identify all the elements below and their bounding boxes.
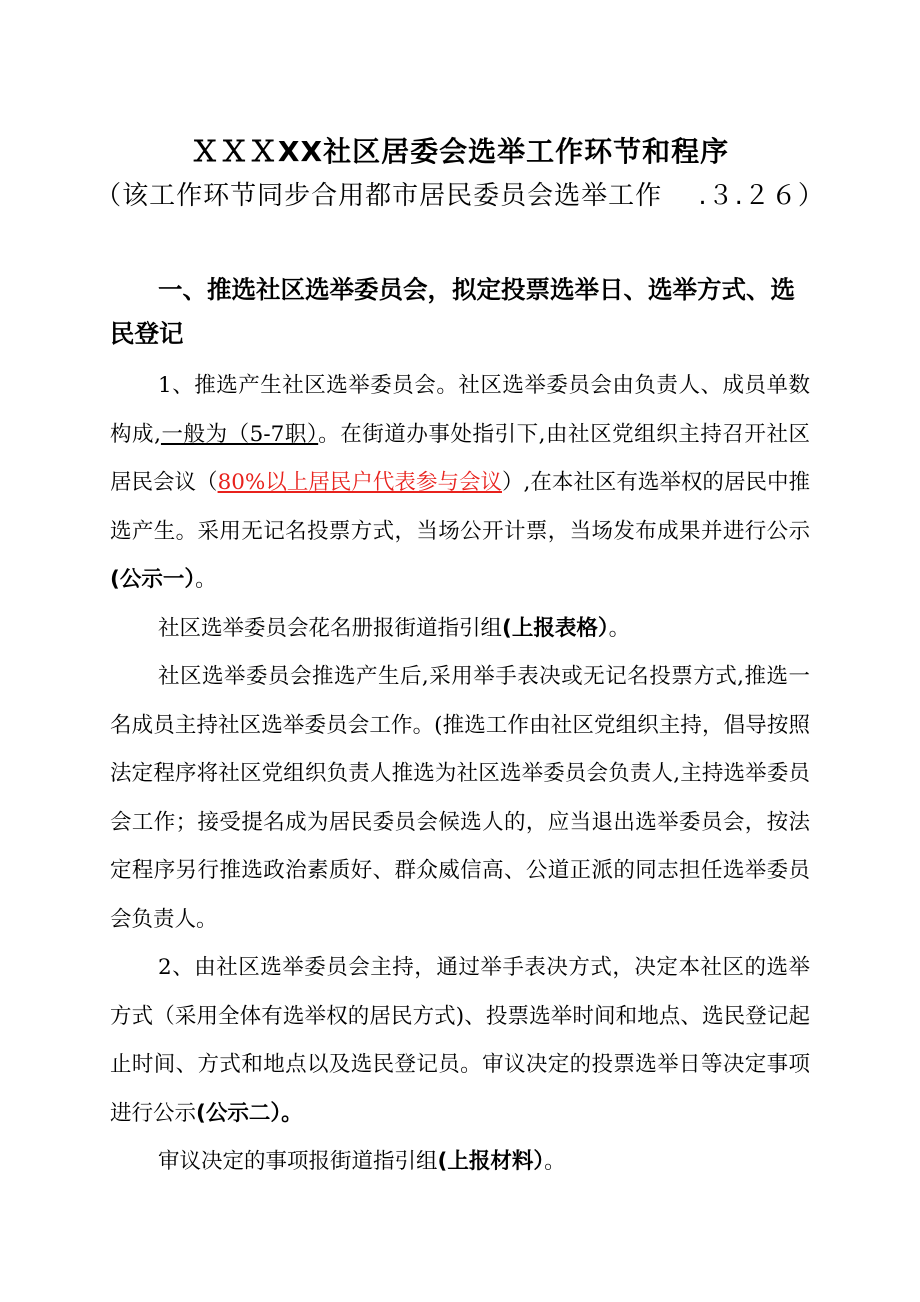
paragraph-2 (110, 605, 810, 654)
p5-bold-note: (上报材料） (437, 1149, 545, 1174)
p4-text-a: 2、由社区选举委员会主持，通过举手表决方式，决定本社区的选举方式（采用全体有选举权的居民方式)、投票选举时间和地点、选民登记起止时间、方式和地点以及选民登记员。审议决定的投票选举日等决定事项进行公示 (110, 955, 810, 1126)
p1-bold-notice: (公示一） (110, 567, 196, 592)
section-heading: 一、推选社区选举委员会，拟定投票选举日、选举方式、选民登记 (110, 275, 795, 348)
p4-bold-notice: (公示二）。 (196, 1100, 303, 1126)
p5-text-a: 审议决定的事项报街道指引组 (158, 1149, 438, 1174)
paragraph-1 (110, 362, 810, 605)
p1-text-a: 1、推选产生社区选举委员会。社区选举委员会由负责人、成员单数构成, (110, 373, 810, 447)
paragraph-3: 社区选举委员会推选产生后,采用举手表决或无记名投票方式,推选一名成员主持社区选举委员会工作。(推选工作由社区党组织主持，倡导按照法定程序将社区党组织负责人推选为社区选举委员会负责人,主持选举委员会工作；接受提名成为居民委员会候选人的，应当退出选举委员会，按法定程序另行推选政治素质好、群众威信高、公道正派的同志担任选举委员会负责人。 (110, 664, 810, 932)
p5-text-b: 。 (544, 1149, 566, 1174)
section-body (110, 362, 810, 1187)
page-subtitle: （该工作环节同步合用都市居民委员会选举工作 .３.２６） (95, 181, 825, 211)
page-title: ＸＸＸXX社区居委会选举工作环节和程序 (190, 135, 730, 168)
p1-text-d: 。 (195, 567, 217, 592)
p1-text-b: 。在街道办事处指引下,由社区党组织主持召开社区居民会议（ (110, 421, 810, 495)
p1-text-c: ）,在本社区有选举权的居民中推选产生。采用无记名投票方式，当场公开计票，当场发布成果并进行公示 (110, 470, 810, 544)
p2-text-a: 社区选举委员会花名册报街道指引组 (158, 615, 503, 641)
paragraph-4 (110, 944, 810, 1138)
p1-red-note: 80%以上居民户代表参与会议 (217, 470, 502, 495)
p2-text-b: 。 (608, 615, 631, 641)
p2-bold-note: (上报表格） (502, 615, 609, 641)
p1-underlined-count: 一般为（5-7职） (160, 421, 319, 447)
paragraph-5 (110, 1138, 810, 1187)
